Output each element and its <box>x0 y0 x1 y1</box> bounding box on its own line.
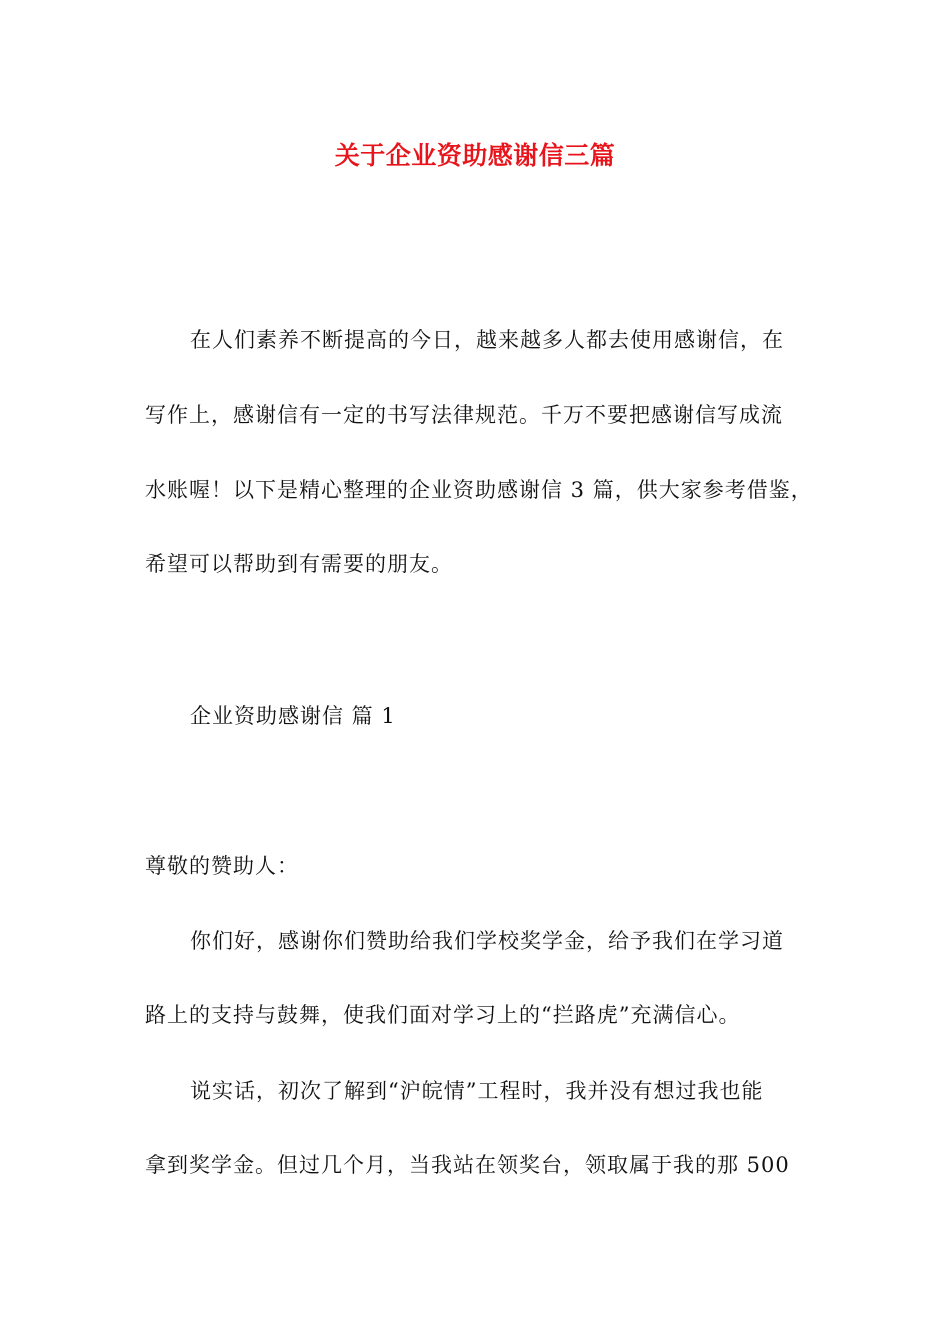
intro-line-2: 写作上，感谢信有一定的书写法律规范。千万不要把感谢信写成流 <box>145 403 783 427</box>
document-title: 关于企业资助感谢信三篇 <box>334 141 616 170</box>
section-heading: 企业资助感谢信 篇 1 <box>190 704 396 728</box>
body-line-3: 说实话，初次了解到“沪皖情”工程时，我并没有想过我也能 <box>190 1079 764 1103</box>
intro-line-1: 在人们素养不断提高的今日，越来越多人都去使用感谢信，在 <box>190 328 784 352</box>
intro-line-3: 水账喔！以下是精心整理的企业资助感谢信 3 篇，供大家参考借鉴， <box>145 478 813 502</box>
intro-line-4: 希望可以帮助到有需要的朋友。 <box>145 552 453 576</box>
body-line-1: 你们好，感谢你们赞助给我们学校奖学金，给予我们在学习道 <box>190 929 784 953</box>
salutation: 尊敬的赞助人： <box>145 854 299 878</box>
body-line-4: 拿到奖学金。但过几个月，当我站在领奖台，领取属于我的那 500 <box>145 1153 790 1177</box>
body-line-2: 路上的支持与鼓舞，使我们面对学习上的“拦路虎”充满信心。 <box>145 1003 741 1027</box>
